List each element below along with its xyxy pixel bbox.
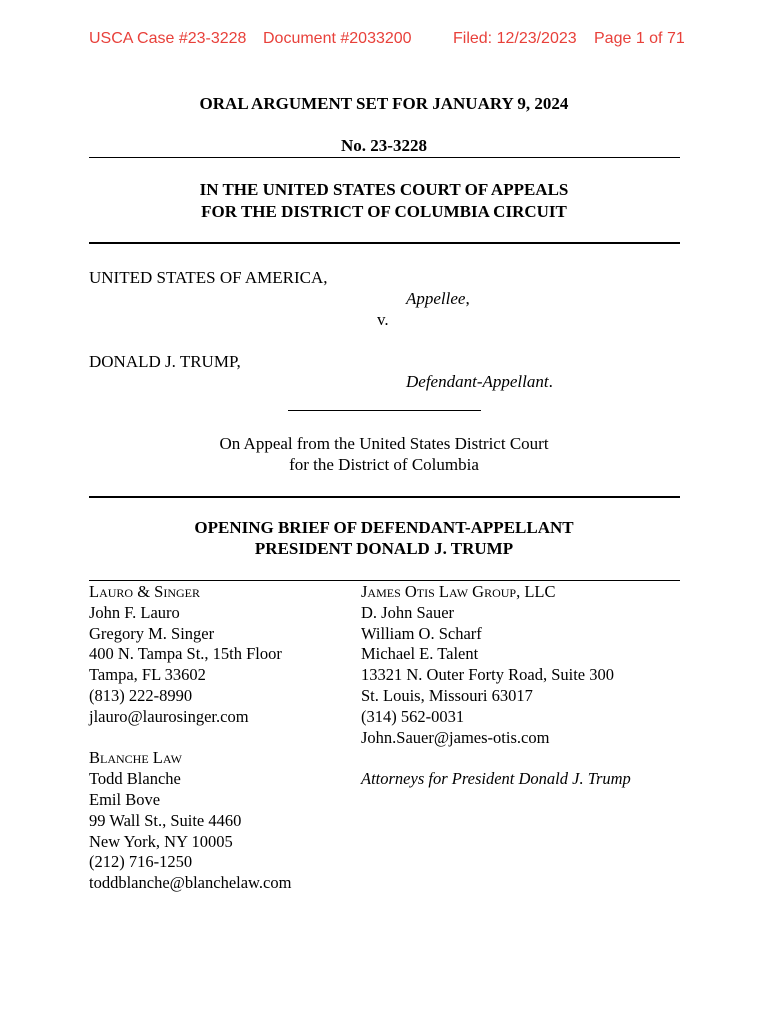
plaintiff-name: UNITED STATES OF AMERICA,: [89, 268, 328, 287]
divider: [89, 242, 680, 244]
counsel-line: St. Louis, Missouri 63017: [361, 685, 533, 705]
counsel-line: Tampa, FL 33602: [89, 665, 206, 685]
page-count-stamp: Page 1 of 71: [594, 30, 685, 47]
defendant-role: Defendant-Appellant.: [406, 372, 553, 391]
counsel-line: Michael E. Talent: [361, 644, 479, 664]
filed-date-stamp: Filed: 12/23/2023: [453, 30, 577, 47]
appeal-line1: On Appeal from the United States District Court: [219, 434, 549, 453]
counsel-line: (212) 716-1250: [89, 852, 193, 872]
counsel-email: jlauro@laurosinger.com: [89, 706, 249, 726]
counsel-line: Todd Blanche: [89, 769, 181, 789]
caption-underline: [288, 410, 481, 411]
versus: v.: [377, 310, 389, 329]
left-counsel-block: [89, 582, 291, 894]
counsel-line: 13321 N. Outer Forty Road, Suite 300: [361, 665, 614, 685]
firm-name: Lauro & Singer: [89, 582, 201, 601]
attorneys-for: Attorneys for President Donald J. Trump: [361, 769, 631, 789]
oral-argument-line: ORAL ARGUMENT SET FOR JANUARY 9, 2024: [199, 94, 569, 113]
divider: [89, 157, 680, 158]
counsel-line: Gregory M. Singer: [89, 623, 215, 643]
right-counsel-block: [361, 582, 631, 790]
defendant-name: DONALD J. TRUMP,: [89, 352, 241, 371]
case-number-stamp: USCA Case #23-3228: [89, 30, 247, 47]
court-name-line1: IN THE UNITED STATES COURT OF APPEALS: [199, 180, 569, 199]
firm-name: Blanche Law: [89, 748, 182, 768]
counsel-line: John F. Lauro: [89, 602, 180, 622]
document-number-stamp: Document #2033200: [263, 30, 412, 47]
counsel-line: New York, NY 10005: [89, 831, 233, 851]
firm-name: James Otis Law Group, LLC: [361, 582, 556, 601]
docket-number: No. 23-3228: [341, 136, 427, 155]
counsel-line: (314) 562-0031: [361, 706, 465, 726]
counsel-line: 400 N. Tampa St., 15th Floor: [89, 644, 282, 664]
counsel-line: D. John Sauer: [361, 602, 455, 622]
appeal-line2: for the District of Columbia: [289, 455, 479, 474]
divider: [89, 580, 680, 581]
divider: [89, 496, 680, 498]
counsel-email: toddblanche@blanchelaw.com: [89, 873, 292, 893]
plaintiff-role: Appellee,: [406, 289, 470, 308]
court-name-line2: FOR THE DISTRICT OF COLUMBIA CIRCUIT: [201, 202, 567, 221]
counsel-line: (813) 222-8990: [89, 685, 193, 705]
counsel-email: John.Sauer@james-otis.com: [361, 727, 550, 747]
counsel-line: 99 Wall St., Suite 4460: [89, 810, 242, 830]
brief-title-line2: PRESIDENT DONALD J. TRUMP: [254, 539, 514, 558]
counsel-line: William O. Scharf: [361, 623, 482, 643]
counsel-line: Emil Bove: [89, 789, 161, 809]
brief-title-line1: OPENING BRIEF OF DEFENDANT-APPELLANT: [194, 518, 574, 537]
